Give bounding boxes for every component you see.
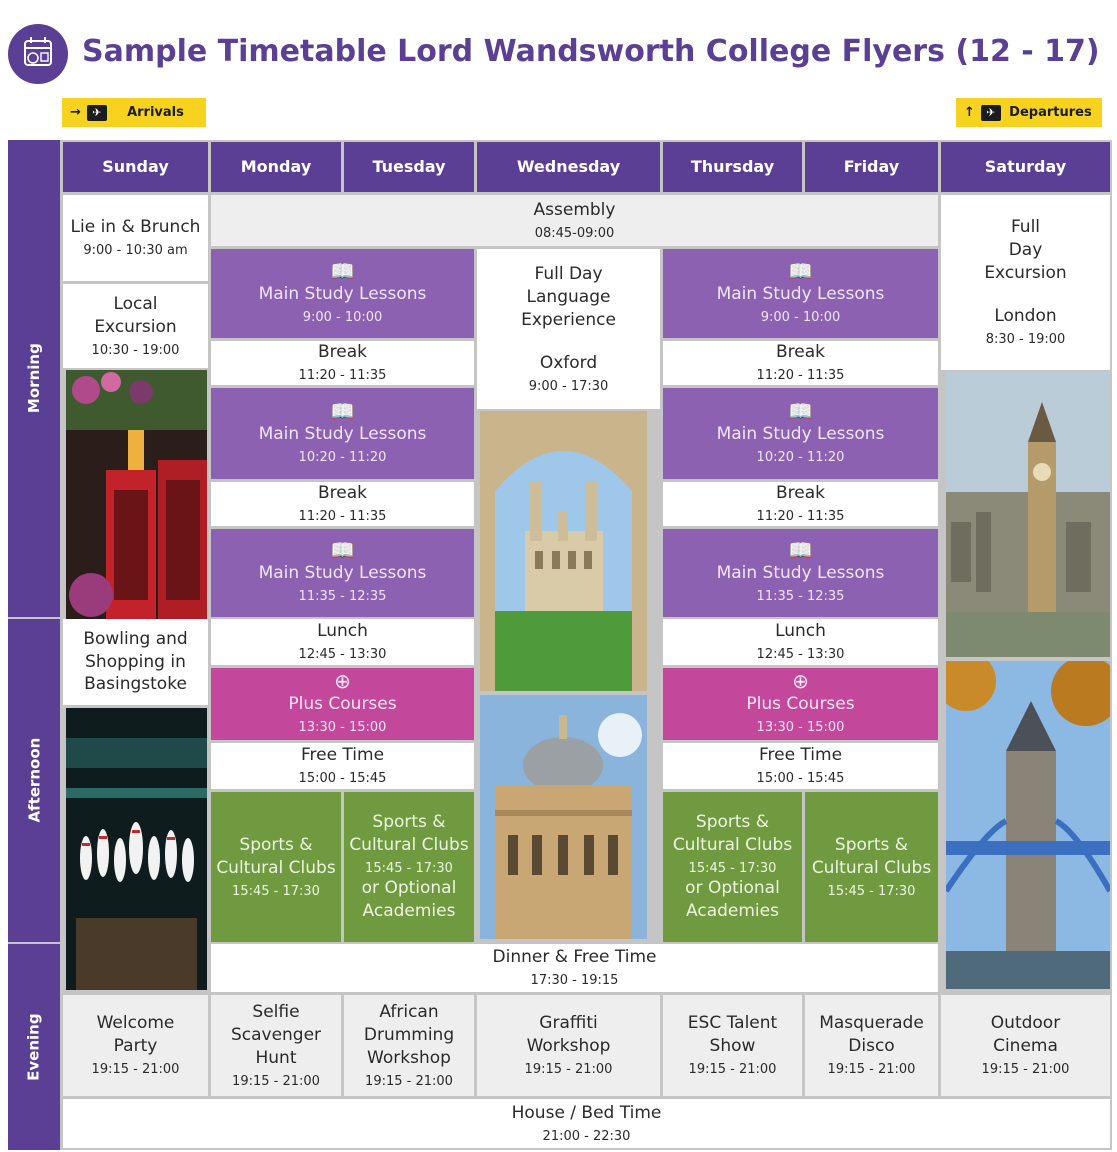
book-icon: 📖 (330, 538, 355, 563)
cell-wednesday-trip: Full Day Language Experience Oxford 9:00 - 17:30 (477, 249, 660, 409)
plane-takeoff-icon: ✈ (981, 105, 1001, 121)
cell-mon-tue-lunch: Lunch 12:45 - 13:30 (211, 619, 474, 665)
cell-friday-sports: Sports & Cultural Clubs 15:45 - 17:30 (805, 792, 938, 942)
cell-sunday-local-excursion: Local Excursion 10:30 - 19:00 (63, 284, 208, 368)
day-header-thursday: Thursday (663, 142, 802, 192)
day-header-saturday: Saturday (941, 142, 1110, 192)
day-header-friday: Friday (805, 142, 938, 192)
cell-thu-fri-plus-courses: ⊕ Plus Courses 13:30 - 15:00 (663, 668, 938, 740)
cell-thu-fri-study-2: 📖 Main Study Lessons 10:20 - 11:20 (663, 388, 938, 479)
book-icon: 📖 (788, 398, 813, 423)
cell-thursday-sports: Sports & Cultural Clubs 15:45 - 17:30 or Optional Academies (663, 792, 802, 942)
big-ben-photo (946, 372, 1110, 657)
cell-mon-tue-plus-courses: ⊕ Plus Courses 13:30 - 15:00 (211, 668, 474, 740)
period-morning: Morning (8, 140, 60, 617)
calendar-icon (8, 24, 68, 84)
cell-evening-monday: Selfie Scavenger Hunt 19:15 - 21:00 (211, 995, 341, 1096)
cell-mon-tue-study-1: 📖 Main Study Lessons 9:00 - 10:00 (211, 249, 474, 338)
cell-mon-tue-study-2: 📖 Main Study Lessons 10:20 - 11:20 (211, 388, 474, 479)
cell-mon-tue-break-2: Break 11:20 - 11:35 (211, 482, 474, 526)
period-afternoon: Afternoon (8, 619, 60, 942)
cell-dinner: Dinner & Free Time 17:30 - 19:15 (211, 944, 938, 992)
cell-thu-fri-free-time: Free Time 15:00 - 15:45 (663, 743, 938, 789)
cell-thu-fri-lunch: Lunch 12:45 - 13:30 (663, 619, 938, 665)
cell-thu-fri-study-3: 📖 Main Study Lessons 11:35 - 12:35 (663, 529, 938, 617)
page-title: Sample Timetable Lord Wandsworth College Flyers (12 - 17) (82, 34, 1100, 69)
cell-evening-saturday: Outdoor Cinema 19:15 - 21:00 (941, 995, 1110, 1096)
cell-sunday-brunch: Lie in & Brunch 9:00 - 10:30 am (63, 195, 208, 281)
cell-tuesday-sports: Sports & Cultural Clubs 15:45 - 17:30 or Optional Academies (344, 792, 474, 942)
book-icon: 📖 (330, 398, 355, 423)
london-street-photo (66, 370, 207, 620)
cell-thu-fri-break-2: Break 11:20 - 11:35 (663, 482, 938, 526)
period-evening: Evening (8, 944, 60, 1150)
day-header-sunday: Sunday (63, 142, 208, 192)
cell-saturday-trip: Full Day Excursion London 8:30 - 19:00 (941, 195, 1110, 370)
cell-evening-friday: Masquerade Disco 19:15 - 21:00 (805, 995, 938, 1096)
cell-assembly: Assembly 08:45-09:00 (211, 195, 938, 246)
day-header-wednesday: Wednesday (477, 142, 660, 192)
bowling-photo (66, 708, 207, 990)
oxford-college-photo (480, 411, 647, 691)
cell-sunday-bowling: Bowling and Shopping in Basingstoke (63, 619, 208, 705)
cell-thu-fri-study-1: 📖 Main Study Lessons 9:00 - 10:00 (663, 249, 938, 338)
arrow-up-icon: ↑ (964, 105, 975, 120)
day-header-monday: Monday (211, 142, 341, 192)
tower-bridge-photo (946, 661, 1110, 989)
arrivals-tag (62, 98, 206, 127)
arrivals-label: Arrivals (127, 105, 184, 120)
departures-tag (956, 98, 1102, 127)
radcliffe-camera-photo (480, 695, 647, 939)
cell-thu-fri-break-1: Break 11:20 - 11:35 (663, 341, 938, 385)
cell-evening-tuesday: African Drumming Workshop 19:15 - 21:00 (344, 995, 474, 1096)
book-icon: 📖 (788, 538, 813, 563)
arrow-right-icon: → (70, 105, 81, 120)
book-icon: 📖 (330, 258, 355, 283)
cell-evening-wednesday: Graffiti Workshop 19:15 - 21:00 (477, 995, 660, 1096)
book-icon: 📖 (788, 258, 813, 283)
departures-label: Departures (1009, 105, 1092, 120)
cell-mon-tue-break-1: Break 11:20 - 11:35 (211, 341, 474, 385)
cell-evening-thursday: ESC Talent Show 19:15 - 21:00 (663, 995, 802, 1096)
day-header-tuesday: Tuesday (344, 142, 474, 192)
cell-bed-time: House / Bed Time 21:00 - 22:30 (63, 1099, 1110, 1148)
cell-mon-tue-study-3: 📖 Main Study Lessons 11:35 - 12:35 (211, 529, 474, 617)
cell-evening-sunday: Welcome Party 19:15 - 21:00 (63, 995, 208, 1096)
cell-monday-sports: Sports & Cultural Clubs 15:45 - 17:30 (211, 792, 341, 942)
timetable-grid (8, 140, 1112, 1150)
plane-landing-icon: ✈ (87, 105, 107, 121)
cell-mon-tue-free-time: Free Time 15:00 - 15:45 (211, 743, 474, 789)
plus-circle-icon: ⊕ (792, 669, 809, 694)
plus-circle-icon: ⊕ (334, 669, 351, 694)
